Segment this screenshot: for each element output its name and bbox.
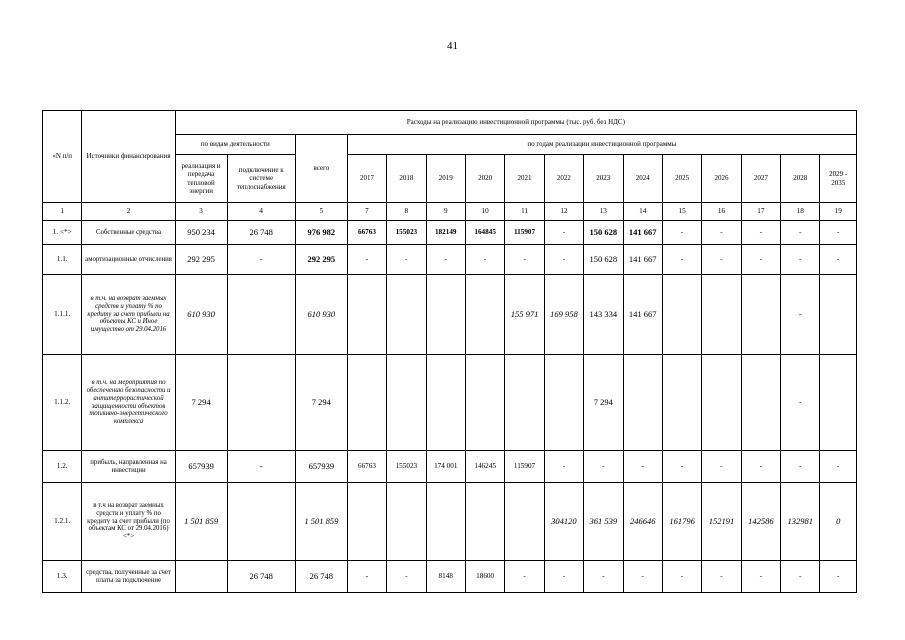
row-year-value: - [781, 221, 820, 245]
row-year-value [347, 275, 386, 355]
column-number: 2 [82, 203, 175, 221]
header-year: 2029 - 2035 [820, 155, 857, 203]
header-year: 2019 [426, 155, 465, 203]
column-number: 11 [505, 203, 544, 221]
row-year-value [426, 483, 465, 561]
column-number: 18 [781, 203, 820, 221]
row-year-value: - [741, 561, 780, 593]
row-year-value: 115907 [505, 221, 544, 245]
page-number: 41 [447, 40, 458, 52]
row-year-value [702, 275, 741, 355]
header-year: 2026 [702, 155, 741, 203]
row-year-value: - [820, 245, 857, 275]
row-year-value [426, 355, 465, 451]
row-year-value: - [387, 561, 426, 593]
row-year-value: - [584, 451, 623, 483]
row-year-value [387, 355, 426, 451]
row-year-value: - [702, 221, 741, 245]
row-year-value [387, 483, 426, 561]
row-year-value: 146245 [465, 451, 504, 483]
row-total-value: 292 295 [295, 245, 347, 275]
row-year-value [820, 275, 857, 355]
row-year-value: 141 667 [623, 245, 662, 275]
row-year-value: 246646 [623, 483, 662, 561]
row-year-value: - [820, 561, 857, 593]
row-heat-value: 950 234 [175, 221, 227, 245]
row-year-value: - [781, 355, 820, 451]
header-year: 2028 [781, 155, 820, 203]
row-year-value [465, 483, 504, 561]
header-year: 2024 [623, 155, 662, 203]
column-number: 4 [227, 203, 295, 221]
row-year-value: - [505, 245, 544, 275]
row-heat-value: 610 930 [175, 275, 227, 355]
header-year: 2022 [544, 155, 583, 203]
column-number: 15 [662, 203, 701, 221]
header-year: 2018 [387, 155, 426, 203]
row-source: прибыль, направленная на инвестиции [82, 451, 175, 483]
row-source: в т.ч. на мероприятия по обеспечению безопасности и антитеррористической защищенности объектов топливно-энергетического комплекса [82, 355, 175, 451]
row-year-value: 152191 [702, 483, 741, 561]
row-year-value: - [702, 245, 741, 275]
row-year-value [623, 355, 662, 451]
column-number: 9 [426, 203, 465, 221]
row-year-value: 161796 [662, 483, 701, 561]
row-total-value: 7 294 [295, 355, 347, 451]
row-year-value: 8148 [426, 561, 465, 593]
row-number: 1.3. [43, 561, 82, 593]
row-connect-value [227, 275, 295, 355]
row-year-value [820, 355, 857, 451]
row-number: 1.2. [43, 451, 82, 483]
row-connect-value [227, 483, 295, 561]
column-number: 13 [584, 203, 623, 221]
table-row [43, 451, 857, 483]
row-year-value [426, 275, 465, 355]
row-year-value: - [544, 451, 583, 483]
header-year: 2027 [741, 155, 780, 203]
row-number: 1.1.2. [43, 355, 82, 451]
row-year-value [662, 355, 701, 451]
row-number: 1. <*> [43, 221, 82, 245]
row-year-value: - [387, 245, 426, 275]
table-row [43, 483, 857, 561]
header-activity-heat: реализация и передача тепловой энергии [175, 155, 227, 203]
row-year-value: - [662, 221, 701, 245]
table-row [43, 355, 857, 451]
row-year-value: 169 958 [544, 275, 583, 355]
row-heat-value: 1 501 859 [175, 483, 227, 561]
row-source: Собственные средства [82, 221, 175, 245]
row-total-value: 657939 [295, 451, 347, 483]
column-number: 12 [544, 203, 583, 221]
row-source: амортизационные отчисления [82, 245, 175, 275]
row-year-value [544, 355, 583, 451]
row-number: 1.1.1. [43, 275, 82, 355]
row-year-value: 66763 [347, 451, 386, 483]
row-year-value: 155 971 [505, 275, 544, 355]
row-year-value [347, 483, 386, 561]
row-year-value: - [544, 561, 583, 593]
row-year-value: 0 [820, 483, 857, 561]
row-connect-value: 26 748 [227, 561, 295, 593]
row-total-value: 1 501 859 [295, 483, 347, 561]
column-number: 1 [43, 203, 82, 221]
row-year-value: - [702, 451, 741, 483]
row-year-value: - [544, 221, 583, 245]
row-year-value: - [465, 245, 504, 275]
column-number: 14 [623, 203, 662, 221]
row-heat-value: 657939 [175, 451, 227, 483]
row-year-value: 141 667 [623, 221, 662, 245]
row-year-value: 18600 [465, 561, 504, 593]
row-year-value: - [505, 561, 544, 593]
row-year-value: - [781, 451, 820, 483]
header-source: Источники финансирования [82, 111, 175, 203]
column-number: 8 [387, 203, 426, 221]
row-year-value: - [781, 245, 820, 275]
row-year-value: - [544, 245, 583, 275]
header-num: «N п/п [43, 111, 82, 203]
header-by-activity: по видам деятельности [175, 135, 295, 155]
column-number: 16 [702, 203, 741, 221]
row-year-value: - [781, 275, 820, 355]
row-year-value: - [623, 561, 662, 593]
row-year-value: - [820, 221, 857, 245]
header-by-years: по годам реализации инвестиционной программы [347, 135, 856, 155]
row-year-value: 141 667 [623, 275, 662, 355]
header-total: всего [295, 135, 347, 203]
row-year-value: - [662, 451, 701, 483]
row-year-value: 174 001 [426, 451, 465, 483]
row-year-value: - [662, 561, 701, 593]
row-number: 1.1. [43, 245, 82, 275]
row-year-value: 155023 [387, 451, 426, 483]
row-year-value: 142586 [741, 483, 780, 561]
row-year-value: 150 628 [584, 245, 623, 275]
row-year-value [347, 355, 386, 451]
row-heat-value [175, 561, 227, 593]
row-year-value: 7 294 [584, 355, 623, 451]
row-year-value: - [347, 245, 386, 275]
row-year-value: - [741, 451, 780, 483]
row-year-value [505, 355, 544, 451]
investment-expenses-table [42, 110, 857, 593]
row-year-value [387, 275, 426, 355]
row-source: в т.ч на возврат заемных средств и уплату % по кредиту за счет прибыли (по объектам КС от 29.04.2016) <*> [82, 483, 175, 561]
row-year-value: 361 539 [584, 483, 623, 561]
row-source: средства, полученные за счет платы за подключение [82, 561, 175, 593]
column-number: 17 [741, 203, 780, 221]
row-year-value: - [426, 245, 465, 275]
row-year-value: - [781, 561, 820, 593]
row-year-value: - [623, 451, 662, 483]
row-year-value: - [741, 245, 780, 275]
column-number: 7 [347, 203, 386, 221]
row-year-value: 155023 [387, 221, 426, 245]
row-year-value: 304120 [544, 483, 583, 561]
column-number: 10 [465, 203, 504, 221]
header-year: 2020 [465, 155, 504, 203]
row-connect-value: 26 748 [227, 221, 295, 245]
row-heat-value: 7 294 [175, 355, 227, 451]
row-connect-value: - [227, 451, 295, 483]
row-year-value: - [584, 561, 623, 593]
row-year-value: - [741, 221, 780, 245]
row-year-value: 164845 [465, 221, 504, 245]
row-year-value [465, 275, 504, 355]
row-year-value [741, 355, 780, 451]
row-year-value: - [662, 245, 701, 275]
header-year: 2017 [347, 155, 386, 203]
row-year-value: 150 628 [584, 221, 623, 245]
row-connect-value: - [227, 245, 295, 275]
header-activity-connect: подключение к системе теплоснабжения [227, 155, 295, 203]
row-year-value: - [702, 561, 741, 593]
header-year: 2021 [505, 155, 544, 203]
row-year-value: - [347, 561, 386, 593]
row-year-value [505, 483, 544, 561]
row-source: в т.ч. на возврат заемных средств и уплату % по кредиту за счет прибыли на объекты КС и Иное имущество от 29.04.2016 [82, 275, 175, 355]
row-total-value: 610 930 [295, 275, 347, 355]
row-heat-value: 292 295 [175, 245, 227, 275]
row-year-value: 132981 [781, 483, 820, 561]
row-total-value: 26 748 [295, 561, 347, 593]
table-row [43, 221, 857, 245]
row-year-value [662, 275, 701, 355]
row-year-value [702, 355, 741, 451]
table-row [43, 561, 857, 593]
column-number: 5 [295, 203, 347, 221]
row-year-value: 143 334 [584, 275, 623, 355]
row-total-value: 976 982 [295, 221, 347, 245]
row-year-value: 182149 [426, 221, 465, 245]
table-row [43, 245, 857, 275]
header-year: 2023 [584, 155, 623, 203]
header-year: 2025 [662, 155, 701, 203]
row-year-value [465, 355, 504, 451]
row-year-value [741, 275, 780, 355]
row-number: 1.2.1. [43, 483, 82, 561]
header-expenses-title: Расходы на реализацию инвестиционной программы (тыс. руб. без НДС) [175, 111, 856, 135]
row-year-value: - [820, 451, 857, 483]
table-row [43, 275, 857, 355]
row-year-value: 115907 [505, 451, 544, 483]
column-number: 19 [820, 203, 857, 221]
row-connect-value [227, 355, 295, 451]
column-number: 3 [175, 203, 227, 221]
row-year-value: 66763 [347, 221, 386, 245]
